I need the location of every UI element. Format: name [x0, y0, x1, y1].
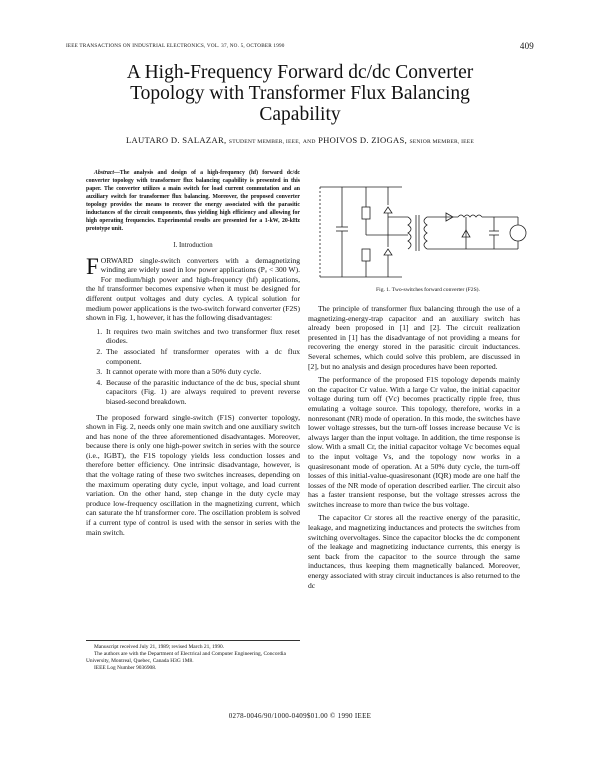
title-line: Topology with Transformer Flux Balancing — [130, 83, 470, 104]
transformer-secondary — [424, 217, 427, 249]
paragraph: The capacitor Cr stores all the reactive energy of the parasitic, leakage, and magnetizing inductances and protects the switches from switching overvoltages. Since the capacitor blocks the dc component of the leakage and magnetizing inductance currents, this energy is sent back from the capacitor to the source through the same inductances, thus keeping them magnetically balanced. Moreover, energy associated with stray circuit inductances is also returned to the dc — [308, 513, 520, 590]
circuit-diagram — [308, 177, 534, 285]
title-line: A High-Frequency Forward dc/dc Converter — [126, 62, 474, 83]
paper-title — [60, 62, 540, 125]
filter-inductor — [458, 215, 482, 217]
reset-diode — [384, 249, 392, 255]
author-conjunction: AND — [302, 139, 316, 145]
footnote-affiliation: The authors are with the Department of Electrical and Computer Engineering, Concordia University, Montreal, Quebec, Canada H3G 1M8. — [86, 651, 286, 664]
main-switch — [362, 249, 370, 261]
footnote-log: IEEE Log Number 9036908. — [94, 665, 157, 671]
drop-cap: F — [86, 253, 99, 279]
paragraph — [86, 253, 300, 323]
page-number: 409 — [519, 41, 534, 51]
right-column — [308, 304, 520, 594]
author-grade: STUDENT MEMBER, IEEE, — [228, 139, 301, 145]
journal-citation: IEEE TRANSACTIONS ON INDUSTRIAL ELECTRONICS, VOL. 37, NO. 5, OCTOBER 1990 — [66, 43, 285, 49]
paragraph: The performance of the proposed F1S topology depends mainly on the capacitor Cr value. With a large Cr value, the initial capacitor voltage during turn off (Vc) becomes practically ripple free, thus emulating a voltage source. This topology, therefore, works in a nonresonant (NR) mode of operation. In this mode, the switches have lower voltage stresses, but the turn-off losses increase because Vc is always larger than the input voltage. In addition, the time response is slow. With a small Cr, the initial capacitor voltage Vc becomes equal to the input voltage Vs, and the topology now works in a quasiresonant mode of operation. At a 50% duty cycle, the turn-off losses of this initial-value-quasiresonant (IQR) mode are one half the losses of the NR mode of operation described earlier. The circuit also has a faster transient response, but the voltage stresses across the switches increase to more than twice the bus voltage. — [308, 375, 520, 509]
author-name: PHOIVOS D. ZIOGAS, — [318, 135, 408, 145]
list-item: 1. It requires two main switches and two transformer flux reset diodes. — [104, 327, 300, 346]
paragraph: The principle of transformer flux balancing through the use of a magnetizing-energy-trap capacitor and an auxiliary switch has already been proposed in [1] and [2]. The circuit realization presented in [1] has the disadvantage of not providing a means for recovering the energy stored in the parasitic circuit inductances. Several schemes, which could solve this problem, are discussed in [2], but no analysis and design procedures have been reported. — [308, 304, 520, 371]
main-switch — [362, 207, 370, 219]
disadvantage-list — [86, 327, 300, 407]
left-column — [86, 169, 300, 541]
title-line: Capability — [259, 104, 341, 125]
abstract-label: Abstract — [94, 170, 114, 176]
list-item: 2. The associated hf transformer operates with a dc flux component. — [104, 347, 300, 366]
running-header — [66, 43, 534, 49]
figure-caption: Fig. 1. Two-switches forward converter (F2S). — [376, 287, 480, 293]
paragraph-text: ORWARD single-switch converters with a demagnetizing winding are widely used in low power applications (Pₒ < 300 W). For medium/high power and high-frequency (hf) applications, the hf transformer becomes expensive when it must be designed for different output voltages and duty cycles. A typical solution for medium power applications is the two-switch forward converter (F2S) shown in Fig. 1, however, it has the following disadvantages: — [86, 255, 300, 323]
abstract-text: —The analysis and design of a high-frequency (hf) forward dc/dc converter topology with transformer flux balancing capability is presented in this paper. The converter utilizes a main switch for load current commutation and an auxiliary switch for transformer flux balancing. Moreover, the proposed converter topology provides the means to recover the energy associated with the parasitic inductances of the circuit components, thus yielding high efficiency and allowing for high operating frequencies. Experimental results are presented for a 1-kW, 20-kHz prototype unit. — [86, 170, 300, 232]
list-item: 3. It cannot operate with more than a 50% duty cycle. — [104, 367, 300, 377]
abstract — [86, 169, 300, 233]
load — [510, 225, 526, 241]
paragraph: The proposed forward single-switch (F1S) converter topology, shown in Fig. 2, needs only one main switch and one auxiliary switch and has none of the three aforementioned disadvantages. Moreover, because there is only one high-power switch in series with the source (i.e., IGBT), the F1S topology yields less conduction losses and therefore better efficiency. One intrinsic disadvantage, however, is that the voltage rating of these two switches increases, depending on the maximum operating duty cycle, input voltage, and load current variation. On the other hand, step change in the duty cycle may produce low-frequency oscillation in the magnetizing current, which can saturate the hf transformer core. The oscillation problem is solved if a current type of control is used with the sensor in series with the main switch. — [86, 412, 300, 537]
copyright-line: 0278-0046/90/1000-0409$01.00 © 1990 IEEE — [228, 712, 372, 720]
reset-diode — [384, 207, 392, 213]
list-item: 4. Because of the parasitic inductance of the dc bus, special shunt capacitors (Fig. 1) are always required to prevent reverse biased-second breakdown. — [104, 378, 300, 407]
footnote-received: Manuscript received July 21, 1989; revised March 21, 1990. — [94, 644, 225, 650]
transformer-primary — [408, 217, 411, 249]
author-name: LAUTARO D. SALAZAR, — [125, 135, 227, 145]
author-line — [60, 135, 540, 145]
section-heading: I. Introduction — [173, 242, 213, 249]
footnote — [86, 640, 300, 672]
author-grade: SENIOR MEMBER, IEEE — [409, 139, 475, 145]
